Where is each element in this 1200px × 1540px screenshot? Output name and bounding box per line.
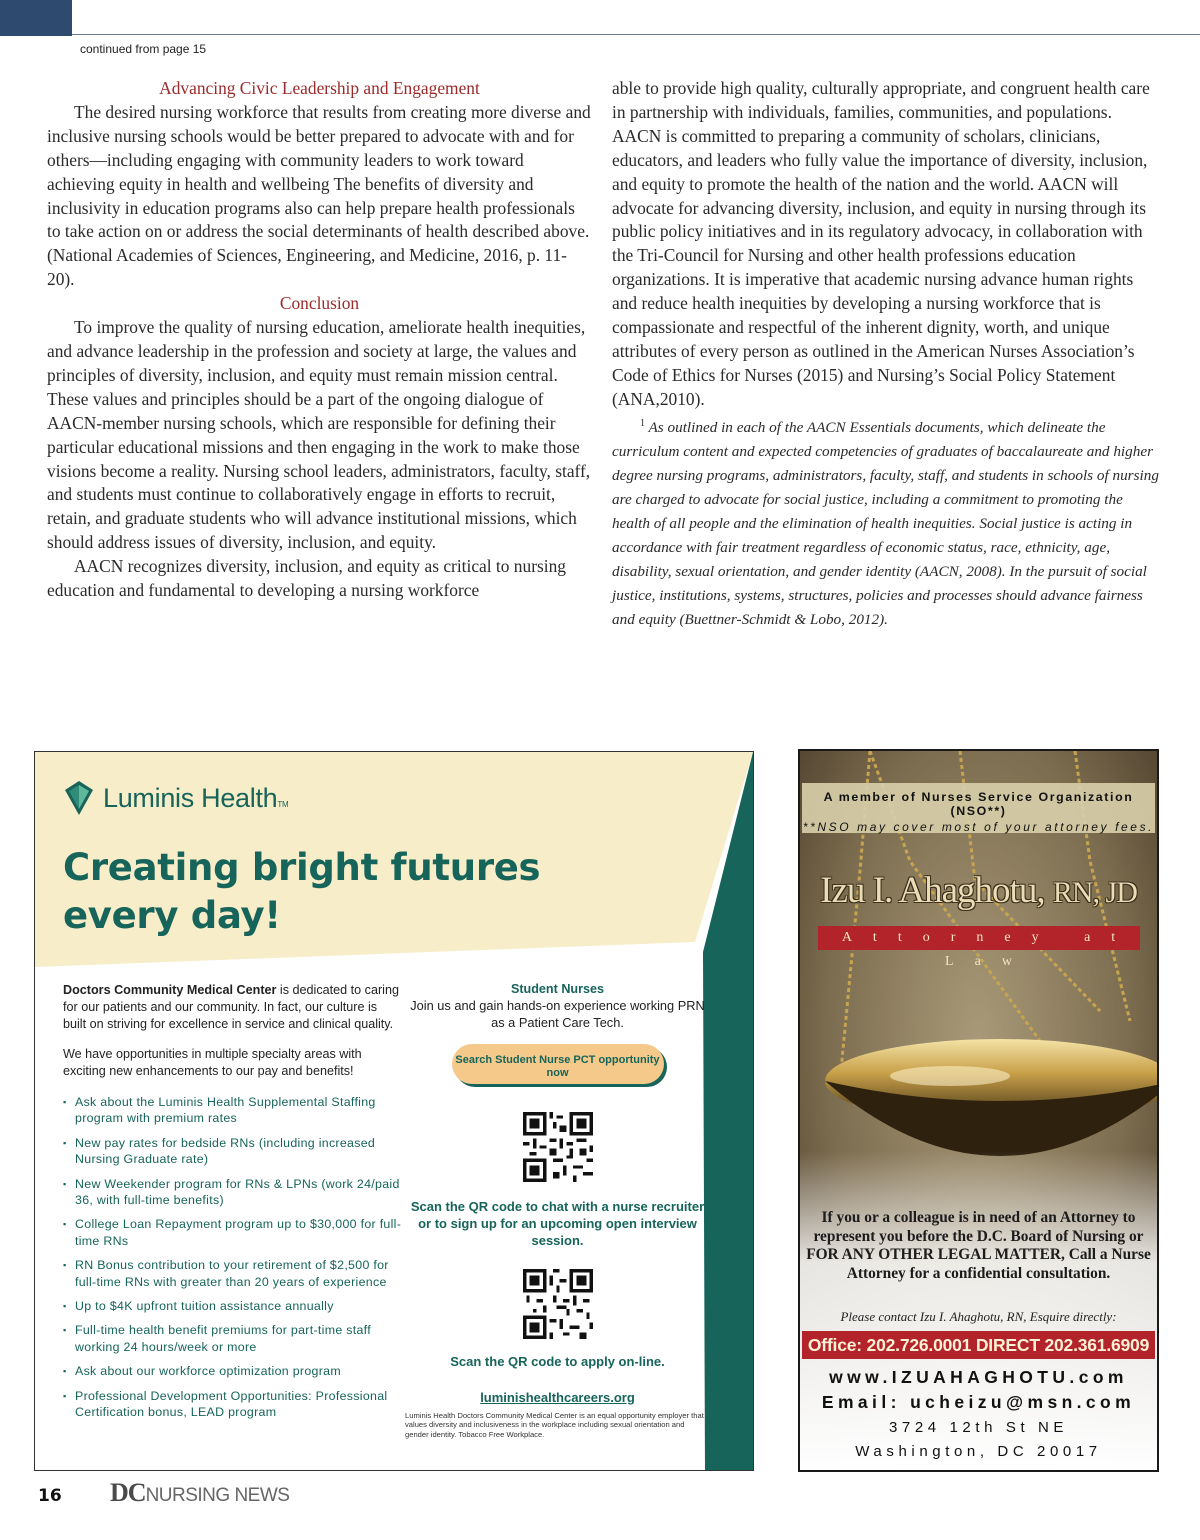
section-heading-conclusion: Conclusion <box>279 293 360 314</box>
scan-chat-text: Scan the QR code to chat with a nurse recruiter or to sign up for an upcoming open interview session. <box>410 1198 705 1248</box>
publication-logo <box>110 1478 289 1508</box>
street-address: 3724 12th St NE <box>888 1419 1069 1436</box>
list-item: ▪ New pay rates for bedside RNs (including increased Nursing Graduate rate) <box>63 1135 403 1168</box>
nso-member-text: A member of Nurses Service Organization (NSO**) <box>823 790 1134 818</box>
paragraph-aacn: AACN recognizes diversity, inclusion, and equity as critical to nursing education and fundamental to developing a nursing workforce <box>47 556 566 601</box>
luminis-opportunities: We have opportunities in multiple specialty areas with exciting new enhancements to our pay and benefits! <box>63 1047 362 1079</box>
phone-numbers-banner[interactable]: Office: 202.726.0001 DIRECT 202.361.6909 <box>802 1331 1155 1359</box>
footnote <box>612 412 1162 632</box>
paragraph-conclusion: To improve the quality of nursing education, ameliorate health inequities, and advance leadership in the profession and society at large, the values and principles of diversity, inclusion, and equity must remain mission central. These values and principles should be a part of the ongoing dialogue of AACN-member nursing schools, which are responsible for defining their particular educational missions and then engaging in the work to make those visions become a reality. Nursing school leaders, administrators, faculty, staff, and students must continue to collaboratively engage in efforts to recruit, retain, and graduate students who will advance institutional missions, which should address issues of diversity, inclusion, and equity. <box>47 317 591 553</box>
benefits-list <box>63 1094 403 1421</box>
logo-tm: TM <box>277 799 289 809</box>
publication-name: NURSING NEWS <box>145 1485 290 1506</box>
footnote-text: As outlined in each of the AACN Essentials documents, which delineate the curriculum content and expected competencies of graduates of baccalaureate and higher degree nursing programs, administrators, faculty, staff, and students in schools of nursing are charged to advocate for social justice, including a commitment to promoting the health of all people and the elimination of health inequities. Social justice is acting in accordance with fair treatment regardless of economic status, race, ethnicity, age, disability, sexual orientation, and gender identity (AACN, 2008). In the pursuit of social justice, institutions, systems, structures, policies and processes should advance fairness and equity (Buettner-Schmidt & Lobo, 2012). <box>612 418 1159 628</box>
continued-note: continued from page 15 <box>80 42 207 56</box>
paragraph-civic: The desired nursing workforce that results from creating more diverse and inclusive nursing schools would be better prepared to advocate with and for others—including engaging with community leaders to work toward achieving equity in health and wellbeing The benefits of diversity and inclusivity in education programs also can help prepare health professionals to take action on or address the social determinants of health described above. (National Academies of Sciences, Engineering, and Medicine, 2016, p. 11-20). <box>47 101 591 290</box>
attorney-name <box>800 869 1157 912</box>
attorney-contact-block <box>802 1191 1155 1470</box>
luminis-logo <box>63 780 288 816</box>
city-address: Washington, DC 20017 <box>855 1443 1102 1460</box>
qr-code-apply-icon[interactable] <box>523 1269 593 1339</box>
qr-code-chat-icon[interactable] <box>523 1112 593 1182</box>
header-rule <box>72 34 1200 35</box>
attorney-website-link[interactable]: www.IZUAHAGHOTU.com <box>829 1367 1128 1387</box>
list-item: ▪ New Weekender program for RNs & LPNs (work 24/paid 36, with full-time benefits) <box>63 1176 403 1209</box>
list-item: ▪ Full-time health benefit premiums for part-time staff working 24 hours/week or more <box>63 1322 403 1355</box>
list-item: ▪ RN Bonus contribution to your retirement of $2,500 for full-time RNs with greater than 20 years of experience <box>63 1257 403 1290</box>
list-item: ▪ College Loan Repayment program up to $30,000 for full-time RNs <box>63 1216 403 1249</box>
luminis-careers-link[interactable]: luminishealthcareers.org <box>480 1389 635 1405</box>
luminis-intro <box>63 982 403 1032</box>
list-item: ▪ Ask about the Luminis Health Supplemental Staffing program with premium rates <box>63 1094 403 1127</box>
page-number: 16 <box>38 1486 62 1506</box>
article-column-right <box>612 77 1162 632</box>
nso-fees-text: **NSO may cover most of your attorney fees. <box>802 820 1155 834</box>
contact-directly-text: Please contact Izu I. Ahaghotu, RN, Esquire directly: <box>840 1309 1117 1324</box>
luminis-health-ad <box>34 751 754 1471</box>
attorney-name-main: Izu I. Ahaghotu, <box>820 870 1045 911</box>
list-item: ▪ Ask about our workforce optimization program <box>63 1363 403 1379</box>
list-item: ▪ Up to $4K upfront tuition assistance annually <box>63 1298 403 1314</box>
footnote-mark: 1 <box>640 417 645 429</box>
student-nurses-text: Join us and gain hands-on experience working PRN as a Patient Care Tech. <box>410 998 705 1030</box>
header-color-tab <box>0 0 72 36</box>
attorney-credentials: RN, JD <box>1052 876 1137 909</box>
student-nurses-title: Student Nurses <box>510 982 605 996</box>
luminis-right-column <box>405 982 710 1439</box>
luminis-logo-text <box>103 783 288 814</box>
attorney-ad <box>798 749 1159 1472</box>
intro-text: is dedicated to caring for our patients and our community. In fact, our culture is built on striving for excellence in service and clinical quality. <box>63 983 399 1031</box>
leaf-icon <box>63 780 95 816</box>
search-student-nurse-button[interactable]: Search Student Nurse PCT opportunity now <box>452 1044 664 1084</box>
section-heading-civic: Advancing Civic Leadership and Engagement <box>159 78 480 98</box>
luminis-headline: Creating bright futures every day! <box>63 846 541 937</box>
nso-banner <box>802 783 1155 833</box>
hospital-name: Doctors Community Medical Center <box>63 983 277 997</box>
scan-apply-text: Scan the QR code to apply on-line. <box>450 1353 665 1369</box>
logo-wordmark: Luminis Health <box>103 782 278 813</box>
equal-opportunity-statement: Luminis Health Doctors Community Medical Center is an equal opportunity employer that values diversity and inclusiveness in the workplace including sexual orientation and gender identity. Tobacco Free Workplace. <box>405 1410 704 1439</box>
article-column-left <box>47 77 592 603</box>
publication-dc: DC <box>110 1478 146 1507</box>
attorney-at-law-banner: Attorney at Law <box>818 926 1140 950</box>
luminis-left-column <box>63 982 403 1428</box>
list-item: ▪ Professional Development Opportunities: Professional Certification bonus, LEAD program <box>63 1388 403 1421</box>
attorney-email-link[interactable]: Email: ucheizu@msn.com <box>821 1392 1136 1412</box>
attorney-pitch: If you or a colleague is in need of an Attorney to represent you before the D.C. Board of Nursing or FOR ANY OTHER LEGAL MATTER, Call a Nurse Attorney for a confidential consultation. <box>806 1209 1151 1282</box>
paragraph-continued: able to provide high quality, culturally appropriate, and congruent health care in partnership with individuals, families, communities, and populations. AACN is committed to preparing a community of scholars, clinicians, educators, and leaders who fully value the importance of diversity, inclusion, and equity to promote the health of the nation and the world. AACN will advocate for advancing diversity, inclusion, and equity in nursing through its public policy initiatives and in its regulatory advocacy, in collaboration with the Tri-Council for Nursing and other health professions education organizations. It is imperative that academic nursing advance human rights and reduce health inequities by developing a nursing workforce that is compassionate and respectful of the inherent dignity, worth, and unique attributes of every person as outlined in the American Nurses Association’s Code of Ethics for Nurses (2015) and Nursing’s Social Policy Statement (ANA,2010). <box>612 78 1150 409</box>
